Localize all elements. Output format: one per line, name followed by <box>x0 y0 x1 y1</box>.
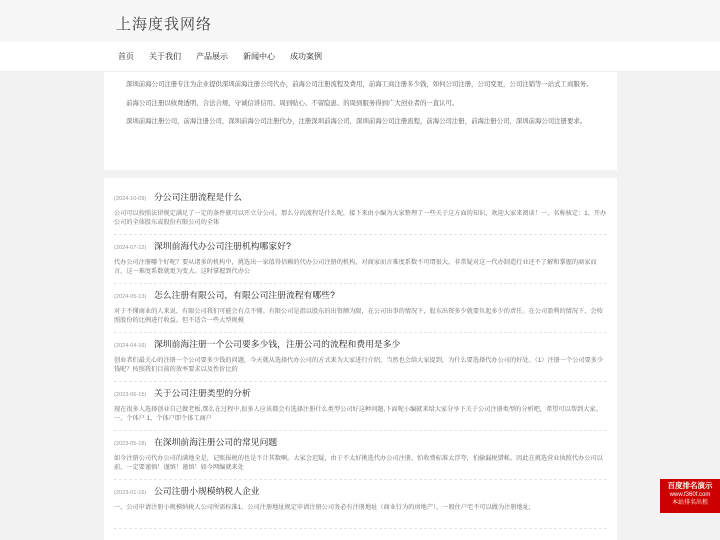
article-title-link[interactable]: 关于公司注册类型的分析 <box>154 388 251 398</box>
main-nav <box>0 42 720 72</box>
intro-paragraph: 前海公司注册以收费透明、合法合规、守诚信讲信用、周到贴心、不留隐患、的周到服务得到广大创业者的一直认可。 <box>126 99 459 107</box>
article-title-link[interactable]: 深圳前海代办公司注册机构哪家好? <box>154 241 291 251</box>
article-date: (2023-01-16) <box>114 490 147 496</box>
article-date: (2024-04-16) <box>114 343 147 349</box>
site-title[interactable]: 上海度我网络 <box>116 16 213 33</box>
article-item <box>114 284 607 333</box>
article-excerpt: 现在很多人选择创业自己做老板,那么在过程中,很多人应该都会有选择注册什么类型公司好这种问题,下面呢小编就来给大家分享下关于公司注册类型的分析吧，希望可以帮到大家。一、个体户 1、个体户即个体工商户 <box>114 406 602 423</box>
article-title-link[interactable]: 深圳前海注册一个公司要多少钱，注册公司的流程和费用是多少 <box>154 339 401 349</box>
article-excerpt: 如今注册公司代办公司的满地全是，记账报税的也是不计其数啊。大家会迟疑，由于不太好挑选代办公司注册，怕收费标准太浮夸，怕偷漏税错帐。因此在挑选营业执照代办公司以前，一定要谨慎！谨慎！谨慎！如今网编就来处 <box>114 455 603 472</box>
article-date: (2024-07-12) <box>114 245 147 251</box>
article-title-link[interactable]: 在深圳前海注册公司的常见问题 <box>154 437 278 447</box>
article-excerpt: 一、公司申请注册小规模纳税人公司所需标准1、公司注册地址规定申请注册公司务必有注册地址（商业行为的房地产），一般住户宅不可以做为注册地址; <box>114 504 531 511</box>
article-item <box>114 480 607 529</box>
article-date: (2023-05-18) <box>114 441 147 447</box>
article-excerpt: 代办公司注册哪个好呢？要从诸多的机构中，挑选出一家值得信赖的代办公司注册的机构，对商家而言难度系数不可谓很大。非常疑对这一代办制造行业还不了解和掌握的商家而言，这一难度系数就更为变大。这时掌握到代办公 <box>114 259 597 276</box>
article-title-link[interactable]: 公司注册小规模纳税人企业 <box>154 486 260 496</box>
intro-paragraph: 深圳前海公司注册专注为企业提供深圳前海注册公司代办，前海公司注册流程及费用，前海工商注册多少钱，如何公司注册，公司变更，公司注销等一站式工商服务。 <box>126 81 593 88</box>
article-date: (2023-06-15) <box>114 392 147 398</box>
article-date: (2024-10-09) <box>114 196 147 202</box>
article-item <box>114 431 607 480</box>
article-excerpt: 创业者们最关心的注册一个公司要多少钱的问题，今天就从选择代办公司的方式来为大家进行介绍，当然也会给大家提到，为什么要选择代办公司的好处。（1）注册一个公司要多少钱呢？按照我们目前的效率要求以及性价比的 <box>114 357 604 374</box>
article-item <box>114 333 607 382</box>
article-item <box>114 235 607 284</box>
article-item <box>114 382 607 431</box>
article-excerpt: 公司可以按照法律规定满足了一定的条件就可以开立分公司。那么分的流程是什么呢，接下来由小编为大家整理了一些关于这方面的知识，欢迎大家来阅读！一、名称核定：1、开办公司的全体股东或股份有限公司的全体 <box>114 210 607 227</box>
badge-line-1: 百度排名演示 <box>667 481 713 490</box>
nav-home[interactable]: 首页 <box>118 52 134 61</box>
nav-products[interactable]: 产品展示 <box>196 52 228 61</box>
badge-url: www.f360f.com <box>669 492 711 498</box>
nav-about[interactable]: 关于我们 <box>149 52 181 61</box>
intro-panel <box>104 72 617 170</box>
intro-paragraph: 深圳前海注册公司，前海注册公司，深圳前海公司注册代办，注册深圳前海公司，深圳前海公司注册流程，前海公司注册，前海注册公司，深圳前海公司注册要求。 <box>126 118 587 125</box>
badge-line-3: 本站排名出租 <box>671 500 708 506</box>
article-title-link[interactable]: 分公司注册流程是什么 <box>154 192 242 202</box>
article-excerpt: 对于不懂商业的人来说，有限公司我们可能会有点不懂。有限公司是指以股东的出资额为限，在公司出事的情况下，股东出资多少就要负起多少的责任。在公司盈利的情况下，会按照股份的比例进行收益。但不适合一些大型规模 <box>114 308 603 325</box>
article-title-link[interactable]: 怎么注册有限公司，有限公司注册流程有哪些? <box>154 290 335 300</box>
article-item <box>114 186 607 235</box>
article-list <box>104 178 617 540</box>
nav-cases[interactable]: 成功案例 <box>290 52 322 61</box>
site-header <box>0 0 720 42</box>
article-date: (2024-05-13) <box>114 294 147 300</box>
nav-news[interactable]: 新闻中心 <box>243 52 275 61</box>
ranking-ad-badge[interactable] <box>660 479 720 513</box>
